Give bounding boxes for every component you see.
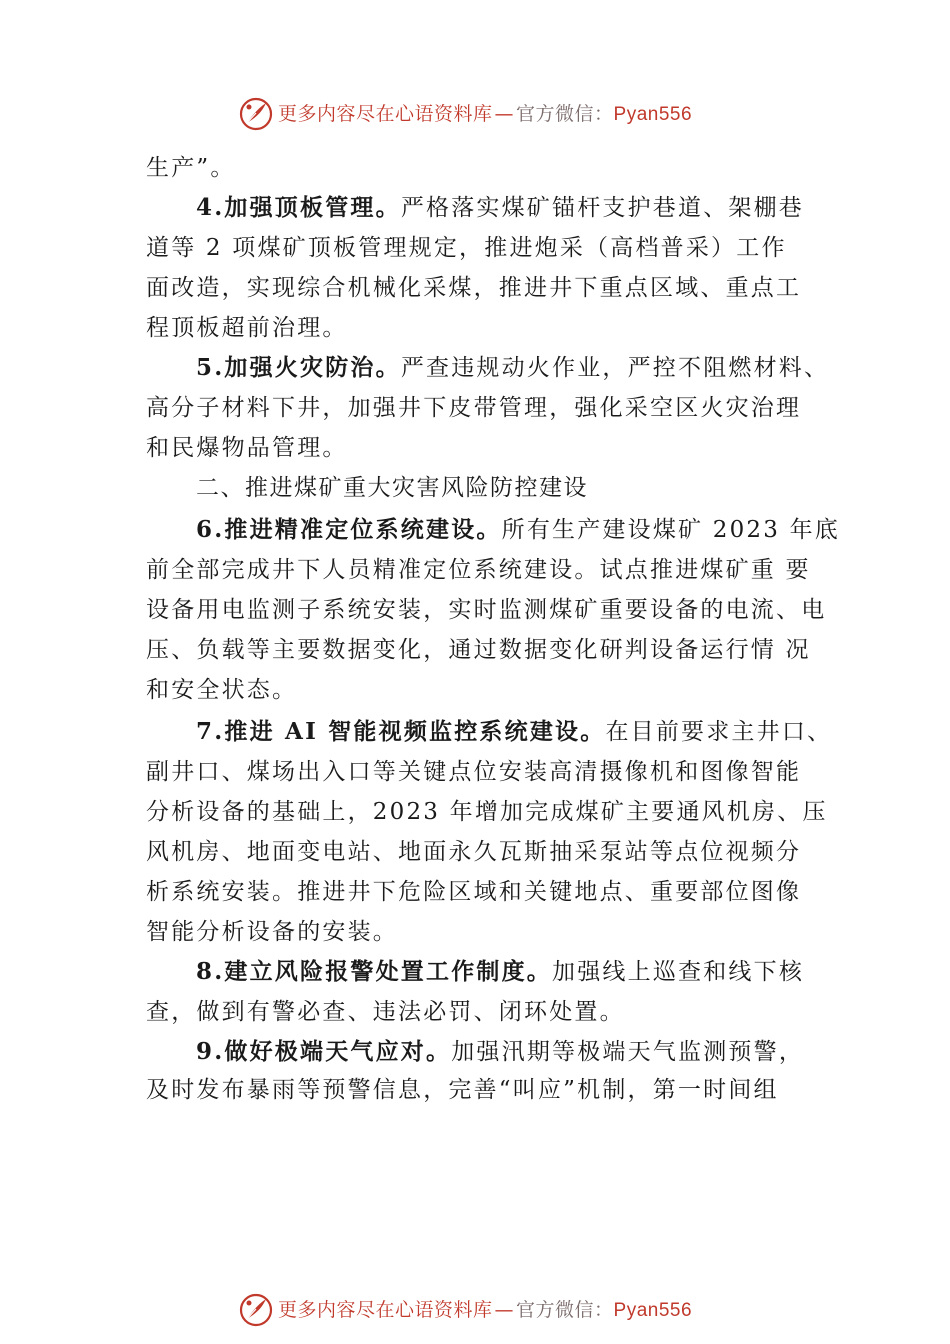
banner-separator: — xyxy=(494,103,515,125)
item9-line-1 xyxy=(196,1032,804,1072)
item6-line-2: 前全部完成井下人员精准定位系统建设。试点推进煤矿重 要 xyxy=(146,557,811,583)
item6-line-1 xyxy=(196,510,840,550)
item4-line-2: 道等 2 项煤矿顶板管理规定，推进炮采（高档普采）工作 xyxy=(146,235,787,261)
quill-pen-icon xyxy=(238,96,274,132)
item9-line-2: 及时发布暴雨等预警信息，完善“叫应”机制，第一时间组 xyxy=(146,1077,779,1103)
banner-text xyxy=(278,103,692,126)
item7-line-5: 析系统安装。推进井下危险区域和关键地点、重要部位图像 xyxy=(146,879,802,905)
banner-text xyxy=(278,1299,692,1322)
item6-line-4: 压、负载等主要数据变化，通过数据变化研判设备运行情 况 xyxy=(146,637,811,663)
banner-official-label: 官方微信 xyxy=(516,103,595,125)
banner-main-text: 更多内容尽在心语资料库 xyxy=(278,103,493,125)
item6-line-3: 设备用电监测子系统安装，实时监测煤矿重要设备的电流、电 xyxy=(146,597,827,623)
banner-separator: — xyxy=(494,1299,515,1321)
item5-text: 严查违规动火作业，严控不阻燃材料、 xyxy=(400,355,830,381)
quill-pen-icon xyxy=(238,1292,274,1328)
item8-title: 8.建立风险报警处置工作制度。 xyxy=(196,958,553,985)
item7-title: 7.推进 AI 智能视频监控系统建设。 xyxy=(196,718,606,745)
item4-text: 严格落实煤矿锚杆支护巷道、架棚巷 xyxy=(400,195,805,221)
banner-colon: ： xyxy=(594,1299,614,1321)
item8-line-1 xyxy=(196,952,804,992)
item9-title: 9.做好极端天气应对。 xyxy=(196,1038,452,1065)
item5-line-2: 高分子材料下井，加强井下皮带管理，强化采空区火灾治理 xyxy=(146,395,802,421)
item7-line-2: 副井口、煤场出入口等关键点位安装高清摄像机和图像智能 xyxy=(146,759,802,785)
banner-wechat-id: Pyan556 xyxy=(613,1300,693,1321)
item7-line-3: 分析设备的基础上，2023 年增加完成煤矿主要通风机房、压 xyxy=(146,799,828,825)
item7-line-6: 智能分析设备的安装。 xyxy=(146,919,398,945)
section-heading: 二、推进煤矿重大灾害风险防控建设 xyxy=(196,475,588,501)
item7-text: 在目前要求主井口、 xyxy=(605,719,833,745)
banner-main-text: 更多内容尽在心语资料库 xyxy=(278,1299,493,1321)
item4-line-3: 面改造，实现综合机械化采煤，推进井下重点区域、重点工 xyxy=(146,275,802,301)
footer-banner xyxy=(0,1290,950,1330)
item6-line-5: 和安全状态。 xyxy=(146,677,298,703)
item5-line-3: 和民爆物品管理。 xyxy=(146,435,348,461)
item8-line-2: 查，做到有警必查、违法必罚、闭环处置。 xyxy=(146,999,625,1025)
banner-official-label: 官方微信 xyxy=(516,1299,595,1321)
item7-line-4: 风机房、地面变电站、地面永久瓦斯抽采泵站等点位视频分 xyxy=(146,839,802,865)
item6-title: 6.推进精准定位系统建设。 xyxy=(196,516,502,543)
continuation-line: 生产”。 xyxy=(146,155,236,181)
item9-text: 加强汛期等极端天气监测预警， xyxy=(451,1039,805,1065)
item8-text: 加强线上巡查和线下核 xyxy=(552,959,805,985)
item4-line-1 xyxy=(196,188,804,228)
item7-line-1 xyxy=(196,712,832,752)
item6-text: 所有生产建设煤矿 2023 年底 xyxy=(501,517,840,543)
item5-line-1 xyxy=(196,348,829,388)
item4-line-4: 程顶板超前治理。 xyxy=(146,315,348,341)
item5-title: 5.加强火灾防治。 xyxy=(196,354,401,381)
banner-wechat-id: Pyan556 xyxy=(613,104,693,125)
header-banner xyxy=(0,94,950,134)
item4-title: 4.加强顶板管理。 xyxy=(196,194,401,221)
banner-colon: ： xyxy=(594,103,614,125)
